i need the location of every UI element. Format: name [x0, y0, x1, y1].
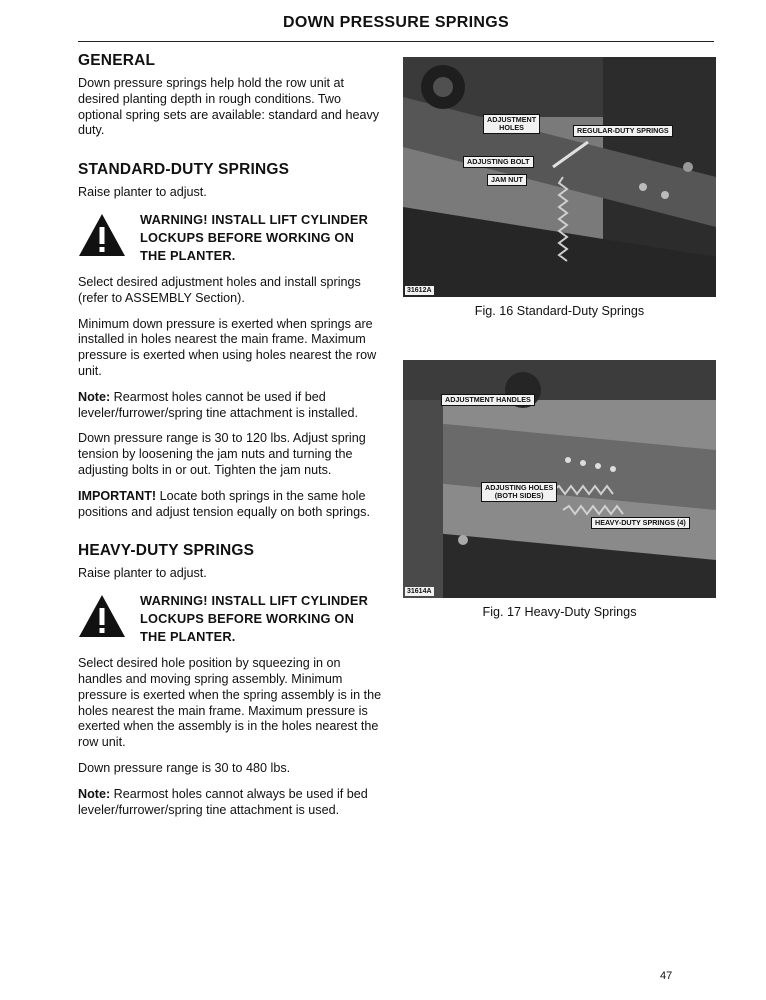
figure-17: [403, 360, 716, 619]
heavy-raise-text: Raise planter to adjust.: [78, 566, 207, 581]
callout-adjusting-holes: ADJUSTING HOLES (BOTH SIDES): [481, 482, 557, 502]
note-text: Rearmost holes cannot be used if bed leveler/furrower/spring tine attachment is installed.: [78, 389, 358, 420]
figure-16-caption: Fig. 16 Standard-Duty Springs: [474, 304, 645, 318]
callout-regular-duty-springs: REGULAR-DUTY SPRINGS: [573, 125, 673, 137]
standard-pressure-text: Minimum down pressure is exerted when springs are installed in holes nearest the main frame. Maximum pressure is exerted when using holes nearest the row unit.: [78, 316, 377, 378]
standard-warning-block: [78, 211, 383, 265]
general-paragraph: Down pressure springs help hold the row unit at desired planting depth in rough conditions. Two optional spring sets are available: standard and heavy duty.: [78, 76, 380, 138]
warning-triangle-icon: [78, 213, 126, 257]
standard-note: [78, 390, 383, 422]
figure-17-photo: [403, 360, 716, 598]
figure-16-id: 31612A: [407, 287, 432, 294]
heavy-duty-heading: HEAVY-DUTY SPRINGS: [78, 542, 255, 560]
important-label: IMPORTANT!: [78, 488, 157, 503]
callout-adjustment-holes: ADJUSTMENT HOLES: [483, 114, 540, 134]
standard-duty-heading: STANDARD-DUTY SPRINGS: [78, 161, 290, 179]
page-number: 47: [660, 970, 673, 982]
heavy-warning-block: [78, 592, 383, 646]
figure-16-photo: [403, 57, 716, 297]
callout-adjustment-handles: ADJUSTMENT HANDLES: [441, 394, 535, 406]
standard-select-text: Select desired adjustment holes and install springs (refer to ASSEMBLY Section).: [78, 274, 361, 305]
heavy-warning-text: WARNING! INSTALL LIFT CYLINDER LOCKUPS BEFORE WORKING ON THE PLANTER.: [140, 593, 369, 645]
note-label: Note:: [78, 389, 111, 404]
heavy-range-text: Down pressure range is 30 to 480 lbs.: [78, 760, 291, 775]
standard-important: [78, 489, 383, 521]
text-column: [78, 52, 383, 828]
header-divider: [78, 41, 714, 42]
heavy-note: [78, 787, 383, 819]
figure-16: [403, 57, 716, 318]
figure-17-id: 31614A: [407, 588, 432, 595]
standard-warning-text: WARNING! INSTALL LIFT CYLINDER LOCKUPS BEFORE WORKING ON THE PLANTER.: [140, 211, 369, 263]
standard-range-text: Down pressure range is 30 to 120 lbs. Adjust spring tension by loosening the jam nuts and turning the adjusting bolts in or out. Tighten the jam nuts.: [78, 431, 366, 477]
standard-springs-photo: [403, 57, 716, 297]
figure-17-caption: Fig. 17 Heavy-Duty Springs: [482, 605, 637, 619]
standard-raise-text: Raise planter to adjust.: [78, 185, 207, 200]
callout-jam-nut: JAM NUT: [487, 174, 527, 186]
callout-adjusting-bolt: ADJUSTING BOLT: [463, 156, 534, 168]
note-text: Rearmost holes cannot always be used if bed leveler/furrower/spring tine attachment is used.: [78, 786, 368, 817]
heavy-select-text: Select desired hole position by squeezing in on handles and moving spring assembly. Minimum pressure is exerted when the spring assembly is in the holes nearest the main frame. Maximum pressure is exerted when the assembly is in the holes nearest the row unit.: [78, 656, 382, 750]
warning-triangle-icon: [78, 594, 126, 638]
note-label: Note:: [78, 786, 111, 801]
general-heading: GENERAL: [78, 52, 156, 69]
page-title: DOWN PRESSURE SPRINGS: [283, 14, 509, 31]
callout-heavy-duty-springs: HEAVY-DUTY SPRINGS (4): [591, 517, 690, 529]
important-text: Locate both springs in the same hole positions and adjust tension equally on both springs.: [78, 488, 370, 519]
